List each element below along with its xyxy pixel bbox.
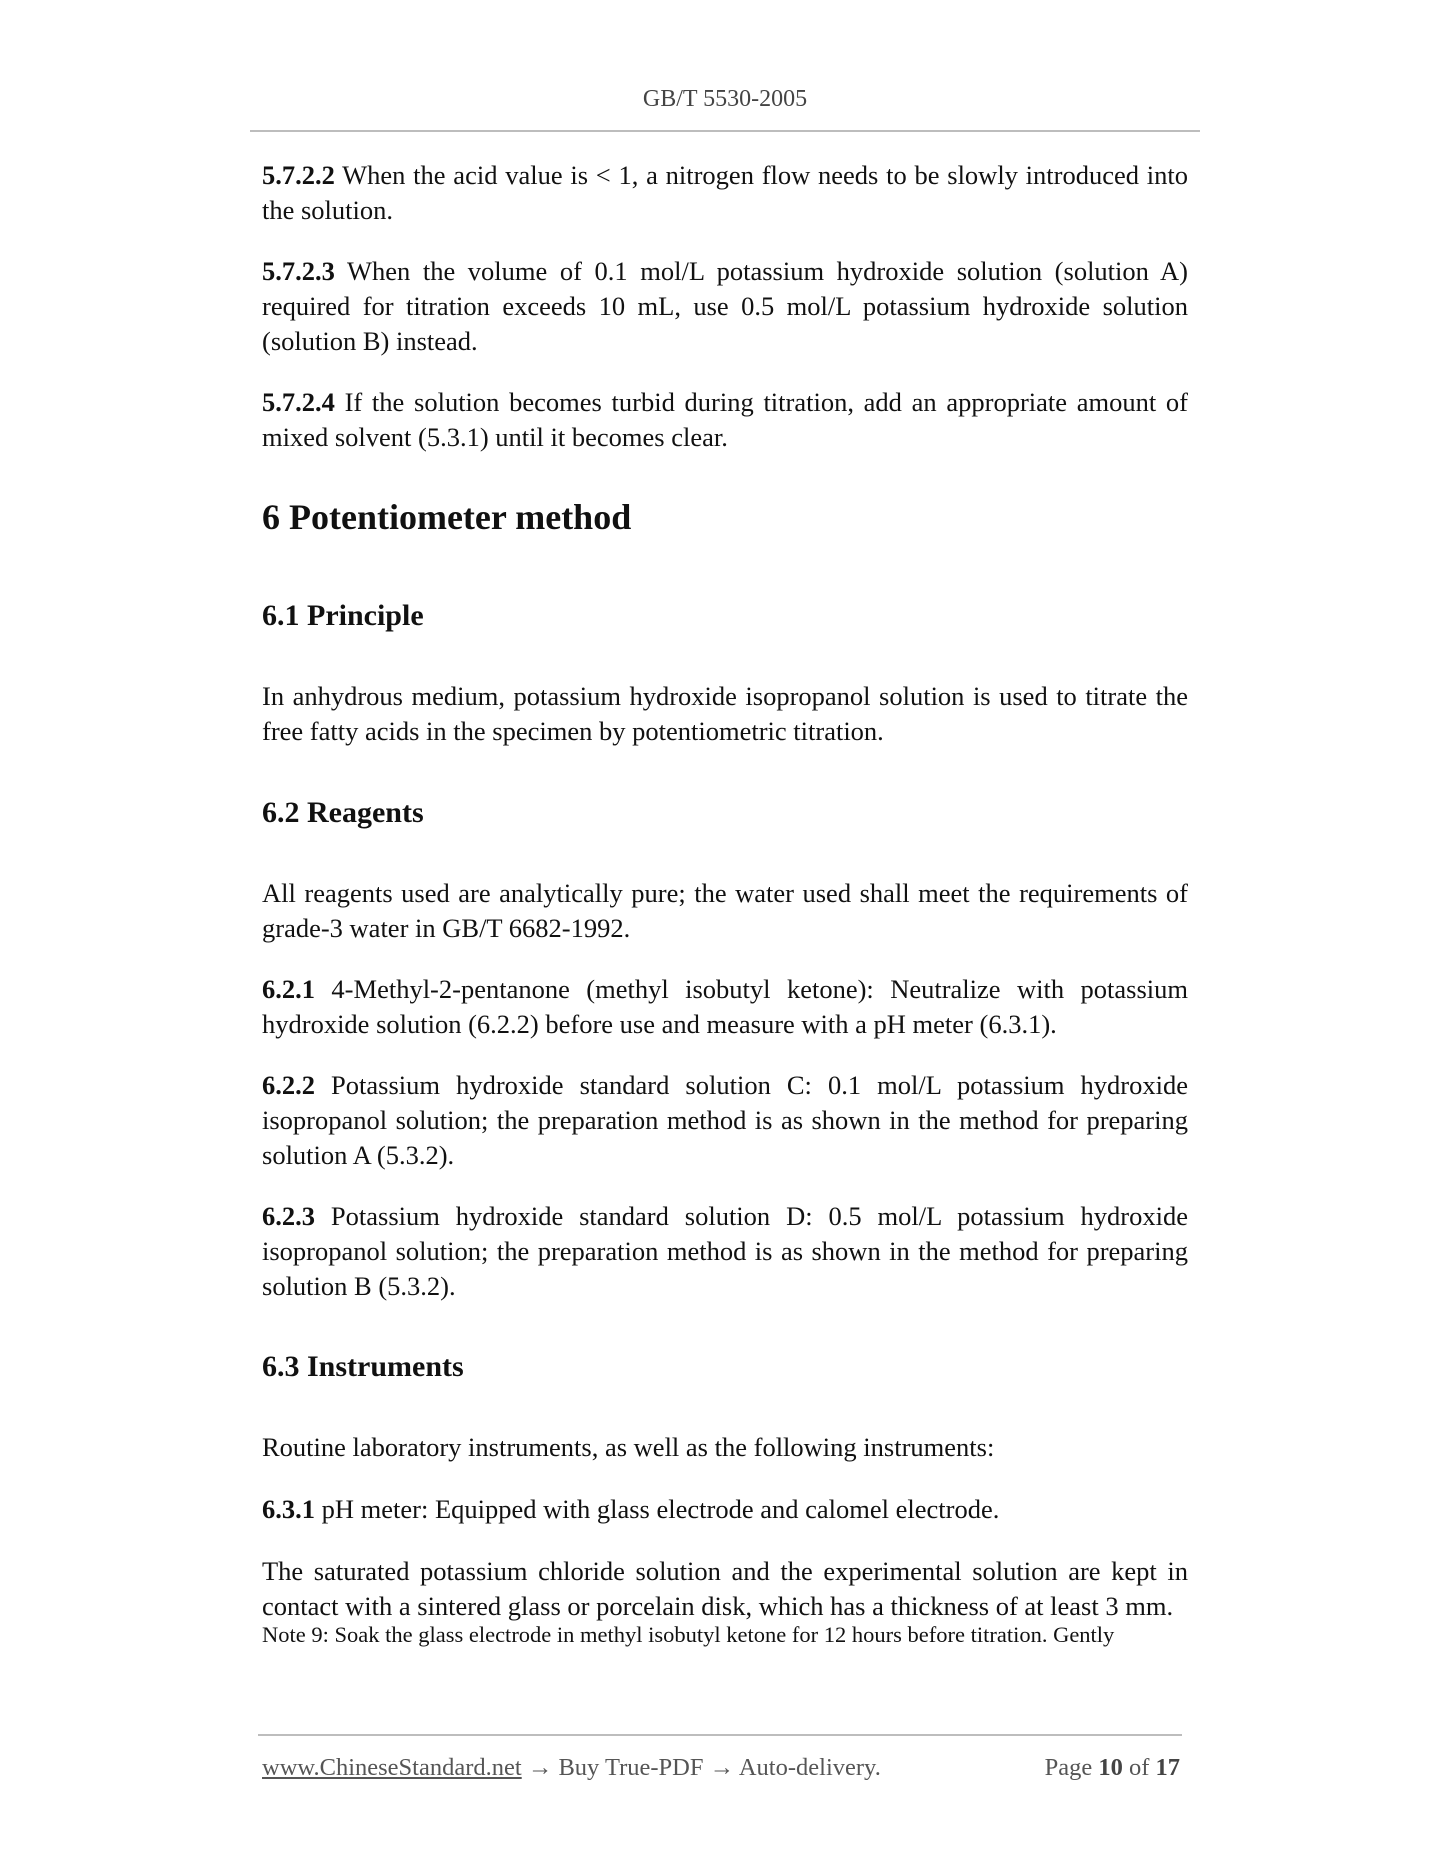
page-label: Page xyxy=(1044,1754,1093,1781)
section-heading-6-3: 6.3 Instruments xyxy=(262,1350,464,1383)
paragraph-6-3-1 xyxy=(262,1492,1188,1527)
clause-number: 5.7.2.3 xyxy=(262,256,335,286)
clause-text: Potassium hydroxide standard solution D: 0.5 mol/L potassium hydroxide isopropanol solution; the preparation method is as shown in the method for preparing solution B (5.3.2). xyxy=(262,1201,1188,1301)
paragraph-6-2-1 xyxy=(262,972,1188,1042)
of-label: of xyxy=(1128,1754,1150,1781)
page-header: GB/T 5530-2005 xyxy=(642,86,808,112)
section-heading-6-1: 6.1 Principle xyxy=(262,599,424,632)
footer-divider xyxy=(258,1734,1182,1736)
paragraph-6-1: In anhydrous medium, potassium hydroxide isopropanol solution is used to titrate the free fatty acids in the specimen by potentiometric titration. xyxy=(262,681,1188,746)
clause-number: 6.2.3 xyxy=(262,1201,315,1231)
clause-text: 4-Methyl-2-pentanone (methyl isobutyl ketone): Neutralize with potassium hydroxide solution (6.2.2) before use and measure with a pH meter (6.3.1). xyxy=(262,974,1188,1039)
page-number: 10 xyxy=(1098,1754,1123,1781)
footer-tagline: → Buy True-PDF → Auto-delivery. xyxy=(521,1754,881,1781)
clause-number: 6.2.2 xyxy=(262,1070,315,1100)
clause-number: 5.7.2.4 xyxy=(262,387,335,417)
header-divider xyxy=(250,130,1200,132)
clause-number: 6.3.1 xyxy=(262,1494,315,1524)
page-footer xyxy=(262,1754,1182,1782)
section-heading-6-2: 6.2 Reagents xyxy=(262,796,424,829)
clause-number: 6.2.1 xyxy=(262,974,315,1004)
clause-text: When the volume of 0.1 mol/L potassium hydroxide solution (solution A) required for titration exceeds 10 mL, use 0.5 mol/L potassium hydroxide solution (solution B) instead. xyxy=(262,256,1188,356)
paragraph-6-2: All reagents used are analytically pure; the water used shall meet the requirements of grade-3 water in GB/T 6682-1992. xyxy=(262,878,1188,943)
clause-text: pH meter: Equipped with glass electrode and calomel electrode. xyxy=(315,1494,1000,1524)
clause-text: If the solution becomes turbid during titration, add an appropriate amount of mixed solvent (5.3.1) until it becomes clear. xyxy=(262,387,1188,452)
paragraph-5-7-2-4 xyxy=(262,385,1188,455)
paragraph-6-3: Routine laboratory instruments, as well as the following instruments: xyxy=(262,1432,995,1462)
page-indicator xyxy=(1045,1754,1180,1782)
note-9: Note 9: Soak the glass electrode in methyl isobutyl ketone for 12 hours before titration. Gently xyxy=(262,1622,1115,1647)
page-total: 17 xyxy=(1155,1754,1180,1781)
clause-text: Potassium hydroxide standard solution C: 0.1 mol/L potassium hydroxide isopropanol solution; the preparation method is as shown in the method for preparing solution A (5.3.2). xyxy=(262,1070,1188,1170)
paragraph-5-7-2-3 xyxy=(262,254,1188,359)
website-link[interactable]: www.ChineseStandard.net xyxy=(262,1754,522,1781)
clause-number: 5.7.2.2 xyxy=(262,160,335,190)
paragraph-5-7-2-2 xyxy=(262,158,1188,228)
section-heading-6: 6 Potentiometer method xyxy=(262,497,632,537)
clause-text: When the acid value is < 1, a nitrogen flow needs to be slowly introduced into the solution. xyxy=(262,160,1188,225)
paragraph-6-2-2 xyxy=(262,1068,1188,1173)
paragraph-6-2-3 xyxy=(262,1199,1188,1304)
paragraph-6-3-1-detail: The saturated potassium chloride solution and the experimental solution are kept in contact with a sintered glass or porcelain disk, which has a thickness of at least 3 mm. xyxy=(262,1556,1188,1621)
